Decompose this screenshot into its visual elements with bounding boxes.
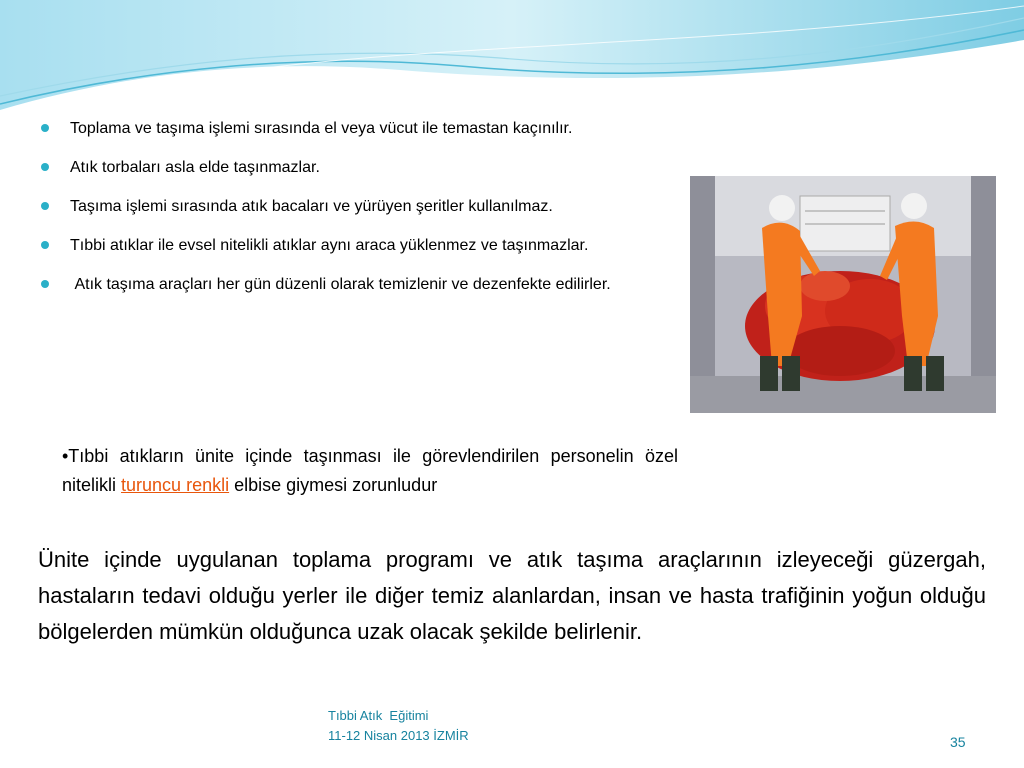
footer-date: 11-12 Nisan 2013 İZMİR (328, 728, 469, 743)
photo-illustration (690, 176, 996, 413)
bullet-item (38, 276, 678, 293)
footer-info (328, 706, 469, 746)
waste-workers-photo (690, 176, 996, 413)
bullet-item (38, 198, 678, 215)
bullet-item (38, 237, 678, 254)
bullet-text: Toplama ve taşıma işlemi sırasında el veya vücut ile temastan kaçınılır. (70, 120, 573, 137)
footer-title: Tıbbi Atık Eğitimi (328, 708, 429, 723)
bullet-dot-icon (41, 280, 49, 288)
note-text-before: •Tıbbi atıkların ünite içinde taşınması ile görevlendirilen personelin özel nitelikli (62, 446, 678, 495)
bullet-item (38, 159, 678, 176)
bullet-dot-icon (41, 163, 49, 171)
bullet-text: Atık taşıma araçları her gün düzenli olarak temizlenir ve dezenfekte edilirler. (70, 276, 611, 293)
main-paragraph: Ünite içinde uygulanan toplama programı ve atık taşıma araçlarının izleyeceği güzergah, hastaların tedavi olduğu yerler ile diğer temiz alanlardan, insan ve hasta trafiğinin yoğun olduğu bölgelerden mümkün olduğunca uzak olacak şekilde belirlenir. (38, 547, 986, 644)
bullet-item (38, 120, 678, 137)
bullet-text: Taşıma işlemi sırasında atık bacaları ve yürüyen şeritler kullanılmaz. (70, 198, 553, 215)
note-text-after: elbise giymesi zorunludur (229, 475, 438, 495)
header-wave-decoration (0, 0, 1024, 120)
bullet-dot-icon (41, 241, 49, 249)
note-highlight: turuncu renkli (121, 475, 230, 495)
bullet-list (38, 120, 678, 315)
bullet-text: Tıbbi atıklar ile evsel nitelikli atıklar aynı araca yüklenmez ve taşınmazlar. (70, 237, 589, 254)
bullet-dot-icon (41, 202, 49, 210)
bullet-text: Atık torbaları asla elde taşınmazlar. (70, 159, 320, 176)
uniform-note (62, 442, 678, 500)
bullet-dot-icon (41, 124, 49, 132)
page-number: 35 (950, 734, 966, 750)
